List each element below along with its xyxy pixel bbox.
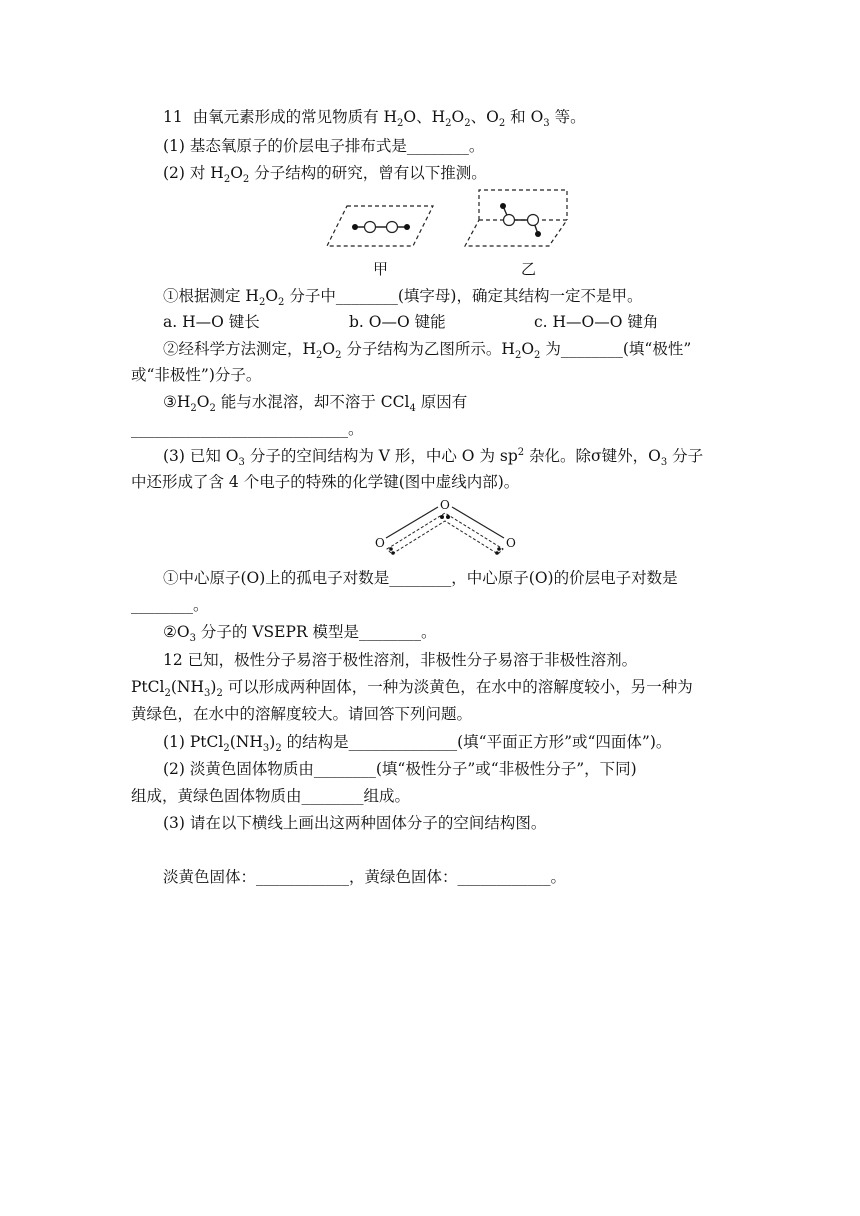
option-b: b. O—O 键能	[349, 313, 446, 331]
q12-intro-line1: 12 已知，极性分子易溶于极性溶剂，非极性分子易溶于非极性溶剂。	[163, 651, 638, 669]
figure-label-jia: 甲	[373, 260, 389, 278]
q11-part3-line1: (3) 已知 $O_3$ 分子的空间结构为 V 形，中心 O 为 $sp^2$ 杂化。除σ键外，$O_3$ 分子	[163, 446, 704, 469]
figure-label-yi: 乙	[521, 260, 537, 278]
q12-part3: (3) 请在以下横线上画出这两种固体分子的空间结构图。	[163, 814, 547, 832]
q11-d1-line1: ①中心原子(O)上的孤电子对数是________，中心原子(O)的价层电子对数是	[163, 569, 678, 587]
o-atom-center: O	[440, 498, 450, 512]
o-atom	[528, 215, 539, 226]
ozone-structure-figure	[370, 496, 520, 560]
q12-part1: (1) $PtCl_2(NH_3)_2$ 的结构是______________(填“平面正方形”或“四面体”)。	[163, 733, 672, 755]
q11-d2: $②O_3$ 分子的 VSEPR 模型是________。	[163, 623, 437, 645]
o-atom-left: O	[375, 536, 385, 550]
figure-yi	[463, 186, 575, 250]
q11-title: 11 由氧元素形成的常见物质有 $H_2O$、$H_2O_2$、$O_2$ 和 $O_3$ 等。	[163, 108, 586, 130]
o-atom	[504, 215, 515, 226]
q12-intro-line2: $PtCl_2(NH_3)_2$ 可以形成两种固体，一种为淡黄色，在水中的溶解度较小，另一种为	[131, 678, 693, 700]
q11-part2: (2) 对 $H_2O_2$ 分子结构的研究，曾有以下推测。	[163, 164, 487, 186]
q11-part3-line2: 中还形成了含 4 个电子的特殊的化学键(图中虚线内部)。	[131, 473, 520, 491]
option-a: a. H—O 键长	[163, 313, 260, 331]
h-atom	[500, 203, 506, 209]
option-c: c. H—O—O 键角	[534, 313, 659, 331]
figure-jia	[325, 200, 437, 252]
q12-part2-line2: 组成，黄绿色固体物质由________组成。	[131, 787, 411, 805]
h-atom	[404, 224, 410, 230]
q11-c2-line1: ②经科学方法测定，$H_2O_2$ 分子结构为乙图所示。$H_2O_2$ 为________(填“极性”	[163, 340, 692, 362]
q11-c3-line1: $③H_2O_2$ 能与水混溶，却不溶于 CCl$_4$ 原因有	[163, 393, 468, 415]
q12-part2-line1: (2) 淡黄色固体物质由________(填“极性分子”或“非极性分子”，下同)	[163, 760, 637, 778]
h-atom	[535, 231, 541, 237]
q11-c2-line2: 或“非极性”)分子。	[131, 366, 262, 384]
q12-intro-line3: 黄绿色，在水中的溶解度较大。请回答下列问题。	[131, 705, 473, 723]
q11-c3-line2: ____________________________。	[131, 420, 364, 438]
o-atom-right: O	[506, 536, 516, 550]
q11-c1: ①根据测定 $H_2O_2$ 分子中________(填字母)，确定其结构一定不是甲。	[163, 287, 643, 309]
q11-d1-line2: ________。	[131, 596, 209, 614]
h-atom	[352, 224, 358, 230]
q12-answer-line: 淡黄色固体：____________，黄绿色固体：____________。	[163, 868, 567, 886]
q11-part1: (1) 基态氧原子的价层电子排布式是________。	[163, 137, 485, 155]
o-atom	[387, 222, 398, 233]
o-atom	[365, 222, 376, 233]
